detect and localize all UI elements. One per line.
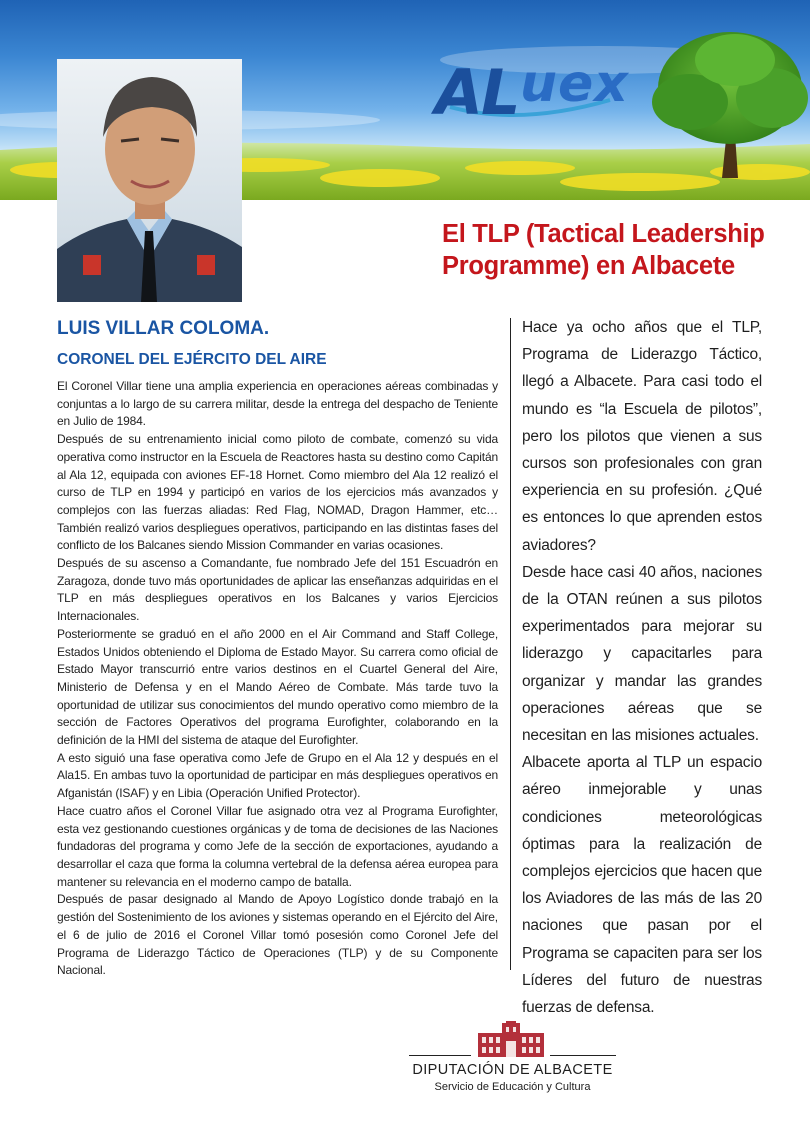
biography-text (57, 378, 498, 980)
intro-text (522, 314, 762, 1021)
rank-insignia (83, 255, 101, 275)
intro-paragraph: Albacete aporta al TLP un espacio aéreo inmejorable y unas condiciones meteorológicas óptimas para la realización de complejos ejercicios que hacen que los Aviadores de las más de las 20 naciones que pasan por el Programa se capaciten para ser los Líderes del futuro de nuestras fuerzas de defensa. (522, 754, 762, 1017)
bio-paragraph: Después de su entrenamiento inicial como piloto de combate, comenzó su vida operativa como instructor en la Escuela de Reactores hasta su destino como Capitán al Ala 12, equipada con aviones EF-18 Hornet. Como miembro del Ala 12 realizó el curso de TLP en 1994 y participó en varios de los ejercicios más avanzados y complejos con las fuerzas aliadas: Red Flag, NOMAD, Dragon Hammer, etc… También realizó varios despliegues operativos, participando en las distintas fases del conflicto de los Balcanes siendo Mission Commander en varias ocasiones. (57, 432, 498, 553)
footer-rule-left (409, 1055, 471, 1056)
column-divider (510, 318, 511, 970)
aluex-logo-al: AL (435, 56, 519, 129)
aluex-logo-uex: uex (520, 54, 629, 114)
rank-insignia (197, 255, 215, 275)
article-title (442, 218, 782, 282)
person-rank: CORONEL DEL EJÉRCITO DEL AIRE (57, 351, 327, 368)
bio-paragraph: El Coronel Villar tiene una amplia experiencia en operaciones aéreas combinadas y conjuntas a lo largo de su carrera militar, desde la entrega del despacho de Teniente en Julio de 1984. (57, 379, 498, 429)
bio-paragraph: Después de su ascenso a Comandante, fue nombrado Jefe del 151 Escuadrón en Zaragoza, donde tuvo más oportunidades de aplicar las enseñanzas adquiridas en el TLP en más despliegues operativos en los Balcanes y varios Ejercicios Internacionales. (57, 556, 498, 624)
person-name: LUIS VILLAR COLOMA. (57, 318, 270, 339)
intro-paragraph: Hace ya ocho años que el TLP, Programa de Liderazgo Táctico, llegó a Albacete. Para casi todo el mundo es “la Escuela de pilotos”, pero los pilotos que vienen a sus cursos son profesionales con gran experiencia en su profesión. ¿Qué es entonces lo que aprenden estos aviadores? (522, 319, 762, 554)
portrait-photo (57, 59, 242, 302)
bio-paragraph: Después de pasar designado al Mando de Apoyo Logístico donde trabajó en la gestión del Sostenimiento de los aviones y sistemas operando en el Ejército del Aire, el 6 de julio de 2016 el Coronel Villar tomó posesión como Coronel Jefe del Programa de Liderazgo Táctico de Operaciones (TLP) y de su Componente Nacional. (57, 892, 498, 978)
footer-service: Servicio de Educación y Cultura (434, 1081, 591, 1093)
bio-paragraph: A esto siguió una fase operativa como Jefe de Grupo en el Ala 12 y después en el Ala15. En ambas tuvo la oportunidad de participar en más despliegues operativos en Afganistán (ISAF) y en Libia (Operación Unified Protector). (57, 750, 498, 801)
bio-paragraph: Hace cuatro años el Coronel Villar fue asignado otra vez al Programa Eurofighter, esta vez gestionando cuestiones orgánicas y de toma de decisiones de las Naciones fundadoras del programa y como Jefe de la sección de exportaciones, ayudando a desarrollar el caza que forma la columna vertebral de la defensa aérea europea para mantener su relevancia en el moderno campo de batalla. (57, 803, 498, 889)
title-line-2: Programme) en Albacete (442, 252, 735, 280)
intro-paragraph: Desde hace casi 40 años, naciones de la OTAN reúnen a sus pilotos experimentados para mejorar su liderazgo y capacitarles para organizar y mandar las grandes operaciones aéreas que se necesitan en las misiones actuales. (522, 563, 762, 745)
footer-organization: DIPUTACIÓN DE ALBACETE (412, 1062, 613, 1078)
title-line-1: El TLP (Tactical Leadership (442, 220, 765, 248)
footer-rule-right (550, 1055, 616, 1056)
bio-paragraph: Posteriormente se graduó en el año 2000 en el Air Command and Staff College, Estados Unidos obteniendo el Diploma de Estado Mayor. Su carrera como oficial de Estado Mayor transcurrió entre varios destinos en el Cuartel General del Aire, Ministerio de Defensa y en el Mando Aéreo de Combate. Más tarde tuvo la oportunidad de utilizar sus conocimientos del mundo operativo como miembro de la sección de Factores Operativos del programa Eurofighter, colaborando en la definición de la HMI del sistema de ataque del Eurofighter. (57, 626, 498, 748)
building-emblem-icon (478, 1021, 544, 1057)
